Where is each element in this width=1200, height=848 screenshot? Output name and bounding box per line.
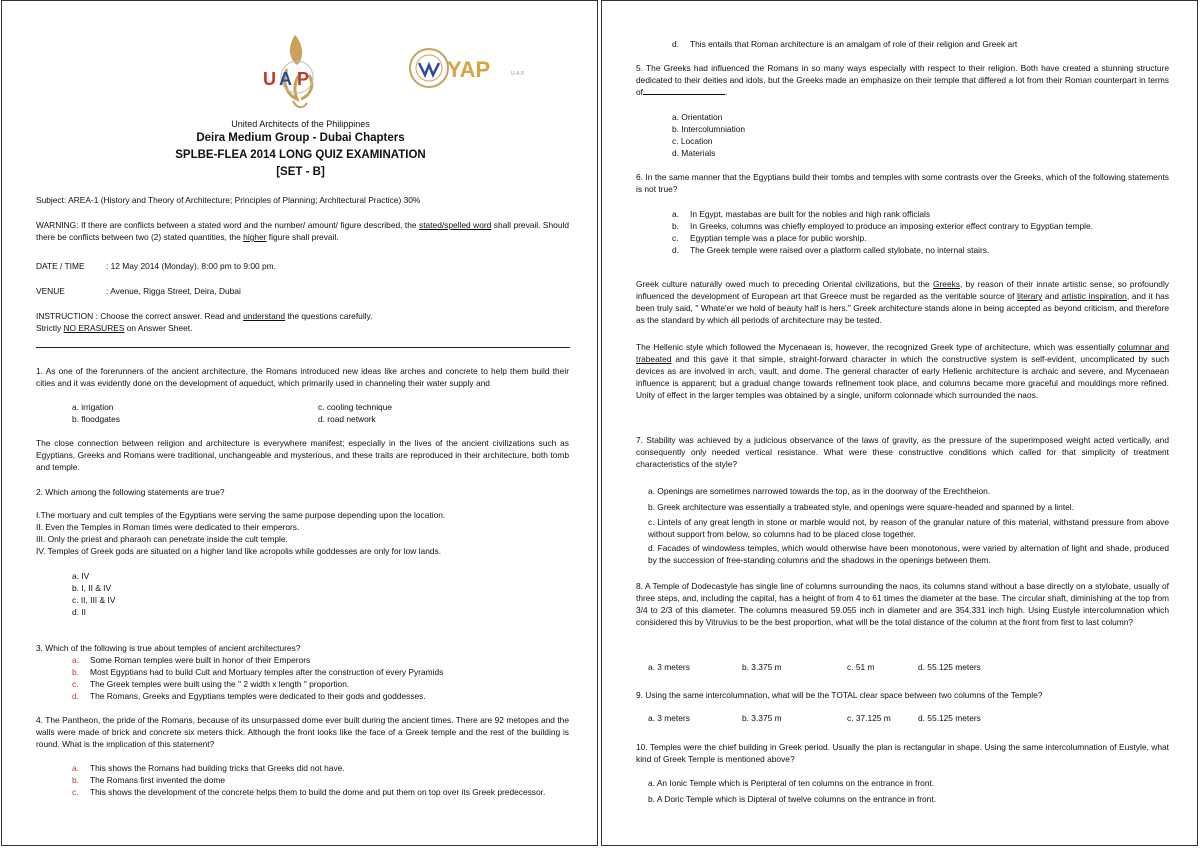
q3-letter-d: d. [72,691,79,701]
q9-option-d: d. 55.125 meters [918,713,981,723]
q4-option-c: This shows the development of the concrete helps them to build the dome and put them on top over its Greek predecessor. [90,787,546,797]
svg-text:P: P [297,69,310,89]
q6-letter-c: c. [672,233,679,243]
warning-underlined: higher [243,232,267,242]
question-9: 9. Using the same intercolumnation, what will be the TOTAL clear space between two columns of the Temple? [636,690,1043,700]
date-value: : 12 May 2014 (Monday). 8:00 pm to 9:00 pm. [106,261,276,271]
warning-text [36,219,569,243]
q5-option-d: d. Materials [672,148,716,158]
question-10: 10. Temples were the chief building in Greek period. Usually the plan is rectangular in shape. Using the same intercolumnation of Eustyle, what kind of Greek Temple is mentioned above? [636,742,1169,764]
question-5 [636,62,1169,98]
warning-part: shall prevail. Should there be conflicts between two (2) stated quantities, the [36,220,569,242]
q9-option-a: a. 3 meters [648,713,690,723]
para-part: The Hellenic style which followed the Mycenaean is, however, the recognized Greek type of architecture, which was essentially [636,342,1118,352]
q2-statement-1: I.The mortuary and cult temples of the Egyptians were serving the same purpose depending upon the location. [36,510,446,520]
uap-logo [257,29,337,113]
q9-option-b: b. 3.375 m [742,713,782,723]
q1-option-a: a. irrigation [72,402,114,412]
strictly-line [36,322,192,334]
para-part: , by reason of their innate artistic sense, so profoundly influenced the development of European art that Greece must be regarded as the veritable source of [636,279,1169,301]
q4-option-b: The Romans first invented the dome [90,775,225,785]
para-underlined: Greeks [932,279,960,289]
venue-value: : Avenue, Rigga Street, Deira, Dubai [106,286,241,296]
q3-letter-a: a. [72,655,79,665]
strictly-underlined: NO ERASURES [63,323,125,333]
para-part: and this gave it that simple, straight-forward character in which the constructive system is self-evident, uncomplicated by such devices as are involved in arch, vault, and dome. The general character of early Hellenic architecture is archaic and severe, and Mycenaean influence is apparent; but a gradual change towards refinement took place, and columns became more graceful and mouldings more refined. Unity of effect in the larger temples was obtained by a single, uniform colonnade which surrounded the naos. [636,354,1169,400]
q5-option-b: b. Intercolumniation [672,124,746,134]
question-6: 6. In the same manner that the Egyptians build their tombs and temples with some contrasts over the Greeks, which of the following statements is not true? [636,172,1169,194]
q10-option-b: b. A Doric Temple which is Dipteral of twelve columns on the entrance in front. [648,794,936,804]
q2-option-b: b. I, II & IV [72,583,112,593]
q1-option-c: c. cooling technique [318,402,393,412]
q6-option-a: In Egypt, mastabas are built for the nobles and high rank officials [690,209,931,219]
q2-option-a: a. IV [72,571,90,581]
venue-label: VENUE [36,286,65,296]
q3-option-b: Most Egyptians had to build Cult and Mortuary temples after the construction of every Pyramids [90,667,444,677]
page-right [601,0,1198,846]
q3-option-c: The Greek temples were built using the " 2 width x length " proportion. [90,679,350,689]
q6-letter-b: b. [672,221,679,231]
q7-option-c: c. Lintels of any great length in stone or marble would not, by reason of the granular nature of this material, withstand pressure from above without support from below, so columns had to be placed close together. [648,517,1169,539]
svg-text:A: A [279,69,292,89]
warning-underlined: stated/spelled word [419,220,492,230]
q2-option-d: d. II [72,607,86,617]
q8-option-a: a. 3 meters [648,662,690,672]
exam-set: [SET - B] [276,166,325,178]
q2-option-c: c. II, III & IV [72,595,116,605]
svg-text:YAP: YAP [447,57,491,82]
q8-option-d: d. 55.125 meters [918,662,981,672]
para-underlined: artistic inspiration [1061,291,1127,301]
instruction-part: the questions carefully. [285,311,373,321]
q7-option-b: b. Greek architecture was essentially a trabeated style, and openings were square-headed and spanned by a lintel. [648,502,1074,512]
question-3: 3. Which of the following is true about temples of ancient architectures? [36,643,301,653]
question-7: 7. Stability was achieved by a judicious observance of the laws of gravity, as the pressure of the superimposed weight acted vertically, and consequently only needed vertical resistance. What were these constructive conditions which called for that simplicity of treatment characteristics of the style? [636,435,1169,469]
q7-option-a: a. Openings are sometimes narrowed towards the top, as in the doorway of the Erechtheion. [648,486,991,496]
paragraph-hellenic [636,341,1169,401]
q7-option-d: d. Facades of windowless temples, which would otherwise have been monotonous, were varied by alternation of light and shade, produced by the succession of free-standing columns and the shadows in the openings between them. [648,543,1169,565]
date-label: DATE / TIME [36,261,85,271]
q1-option-d: d. road network [318,414,376,424]
q2-statement-3: III. Only the priest and pharaoh can penetrate inside the cult temple. [36,534,288,544]
q6-option-c: Egyptian temple was a place for public worship. [690,233,867,243]
q4-letter-d: d. [672,39,679,49]
strictly-part: Strictly [36,323,64,333]
warning-part: WARNING: If there are conflicts between a stated word and the number/ amount/ figure described, the [36,220,420,230]
warning-part: figure shall prevail. [266,232,339,242]
svg-text:U.A.P.: U.A.P. [511,71,525,77]
q9-option-c: c. 37.125 m [847,713,891,723]
strictly-part: on Answer Sheet. [124,323,193,333]
para-part: and [1042,291,1062,301]
para-part: Greek culture naturally owed much to preceding Oriental civilizations, but the [636,279,933,289]
para-underlined: literary [1017,291,1043,301]
chapter-name: Deira Medium Group - Dubai Chapters [196,132,405,144]
q4-letter-b: b. [72,775,79,785]
q8-option-c: c. 51 m [847,662,875,672]
question-4: 4. The Pantheon, the pride of the Romans, because of its unsurpassed dome ever built during the ancient times. There are 92 metopes and the walls were made of brick and concrete six meters thick. Although the front looks like the face of a Greek temple and the rest of the building is round. What is the implication of this statement? [36,715,569,749]
q10-option-a: a. An Ionic Temple which is Peripteral of ten columns on the entrance in front. [648,778,935,788]
para-part: , and it has been truly said, " Whate'er we hold of beauty half is hers." Greek architecture stands alone in being accepted as beyond criticism, and therefore as the standard by which all periods of architecture may be tested. [636,291,1170,325]
q6-letter-d: d. [672,245,679,255]
yap-logo [407,43,527,93]
q6-option-b: In Greeks, columns was chiefly employed to produce an imposing exterior effect contrary to Egyptian temple. [690,221,1093,231]
q4-option-d: This entails that Roman architecture is an amalgam of role of their religion and Greek art [690,39,1018,49]
question-1: 1. As one of the forerunners of the ancient architecture, the Romans introduced new ideas like arches and concrete to help them build their cities and it was evidently done on the development of aqueduct, which primarily used in channeling their water supply and [36,366,569,388]
q4-letter-a: a. [72,763,79,773]
header-divider [36,347,570,348]
instruction-underlined: understand [243,311,286,321]
question-2: 2. Which among the following statements are true? [36,487,225,497]
answer-blank [643,86,728,97]
q6-option-d: The Greek temple were raised over a platform called stylobate, no internal stairs. [690,245,990,255]
q2-statement-4: IV. Temples of Greek gods are situated on a higher land like acropolis while goddesses are only for low lands. [36,546,442,556]
q3-option-a: Some Roman temples were built in honor of their Emperors [90,655,311,665]
q2-statement-2: II. Even the Temples in Roman times were dedicated to their emperors. [36,522,300,532]
q3-letter-b: b. [72,667,79,677]
q4-letter-c: c. [72,787,79,797]
q5-text: 5. The Greeks had influenced the Romans in so many ways especially with respect to their religion. Both have created a stunning structure dedicated to their deities and idols, but the Greeks made an emphasize on their temple that differed a lot from their Roman counterpart in terms of [636,63,1169,97]
yap-emblem-icon [407,43,527,93]
q3-letter-c: c. [72,679,79,689]
uap-emblem-icon [257,29,337,113]
subject-line: Subject: AREA-1 (History and Theory of Architecture; Principles of Planning; Architectural Practice) 30% [36,195,421,205]
q1-option-b: b. floodgates [72,414,120,424]
q3-option-d: The Romans, Greeks and Egyptians temples were dedicated to their gods and goddesses. [90,691,426,701]
q5-option-a: a. Orientation [672,112,723,122]
exam-title: SPLBE-FLEA 2014 LONG QUIZ EXAMINATION [175,149,426,161]
instruction-part: INSTRUCTION : Choose the correct answer. Read and [36,311,244,321]
question-8: 8. A Temple of Dodecastyle has single line of columns surrounding the naos, its columns stand without a base directly on a stylobate, usually of three steps, and, including the capital, has a height of from 4 to 61 times the diameter at the base. The circular shaft, diminishing at the top from 3/4 to 2/3 of this diameter. The columns measured 59.055 inch in diameter and are 354.331 inch high. Using Eustyle intercolumnation which considered this by Vitruvius to be the best proportion, what will be the total distance of the column at the front from first to last column? [636,581,1169,627]
svg-text:U: U [263,69,276,89]
q4-option-a: This shows the Romans had building tricks that Greeks did not have. [90,763,345,773]
q8-option-b: b. 3.375 m [742,662,782,672]
q5-option-c: c. Location [672,136,713,146]
page-left [1,0,598,846]
org-name: United Architects of the Philippines [231,119,370,129]
paragraph-religion: The close connection between religion and architecture is everywhere manifest; especially in the lives of the ancient civilizations such as Egyptians, Greeks and Romans were traditional, unchangeable and mysterious, and these traits are reproduced in their architecture, both tomb and temple. [36,438,569,472]
paragraph-greek-culture [636,278,1169,326]
para-underlined: columnar and trabeated [636,342,1170,364]
instruction-line [36,310,372,322]
q5-end: . [725,87,728,97]
q6-letter-a: a. [672,209,679,219]
